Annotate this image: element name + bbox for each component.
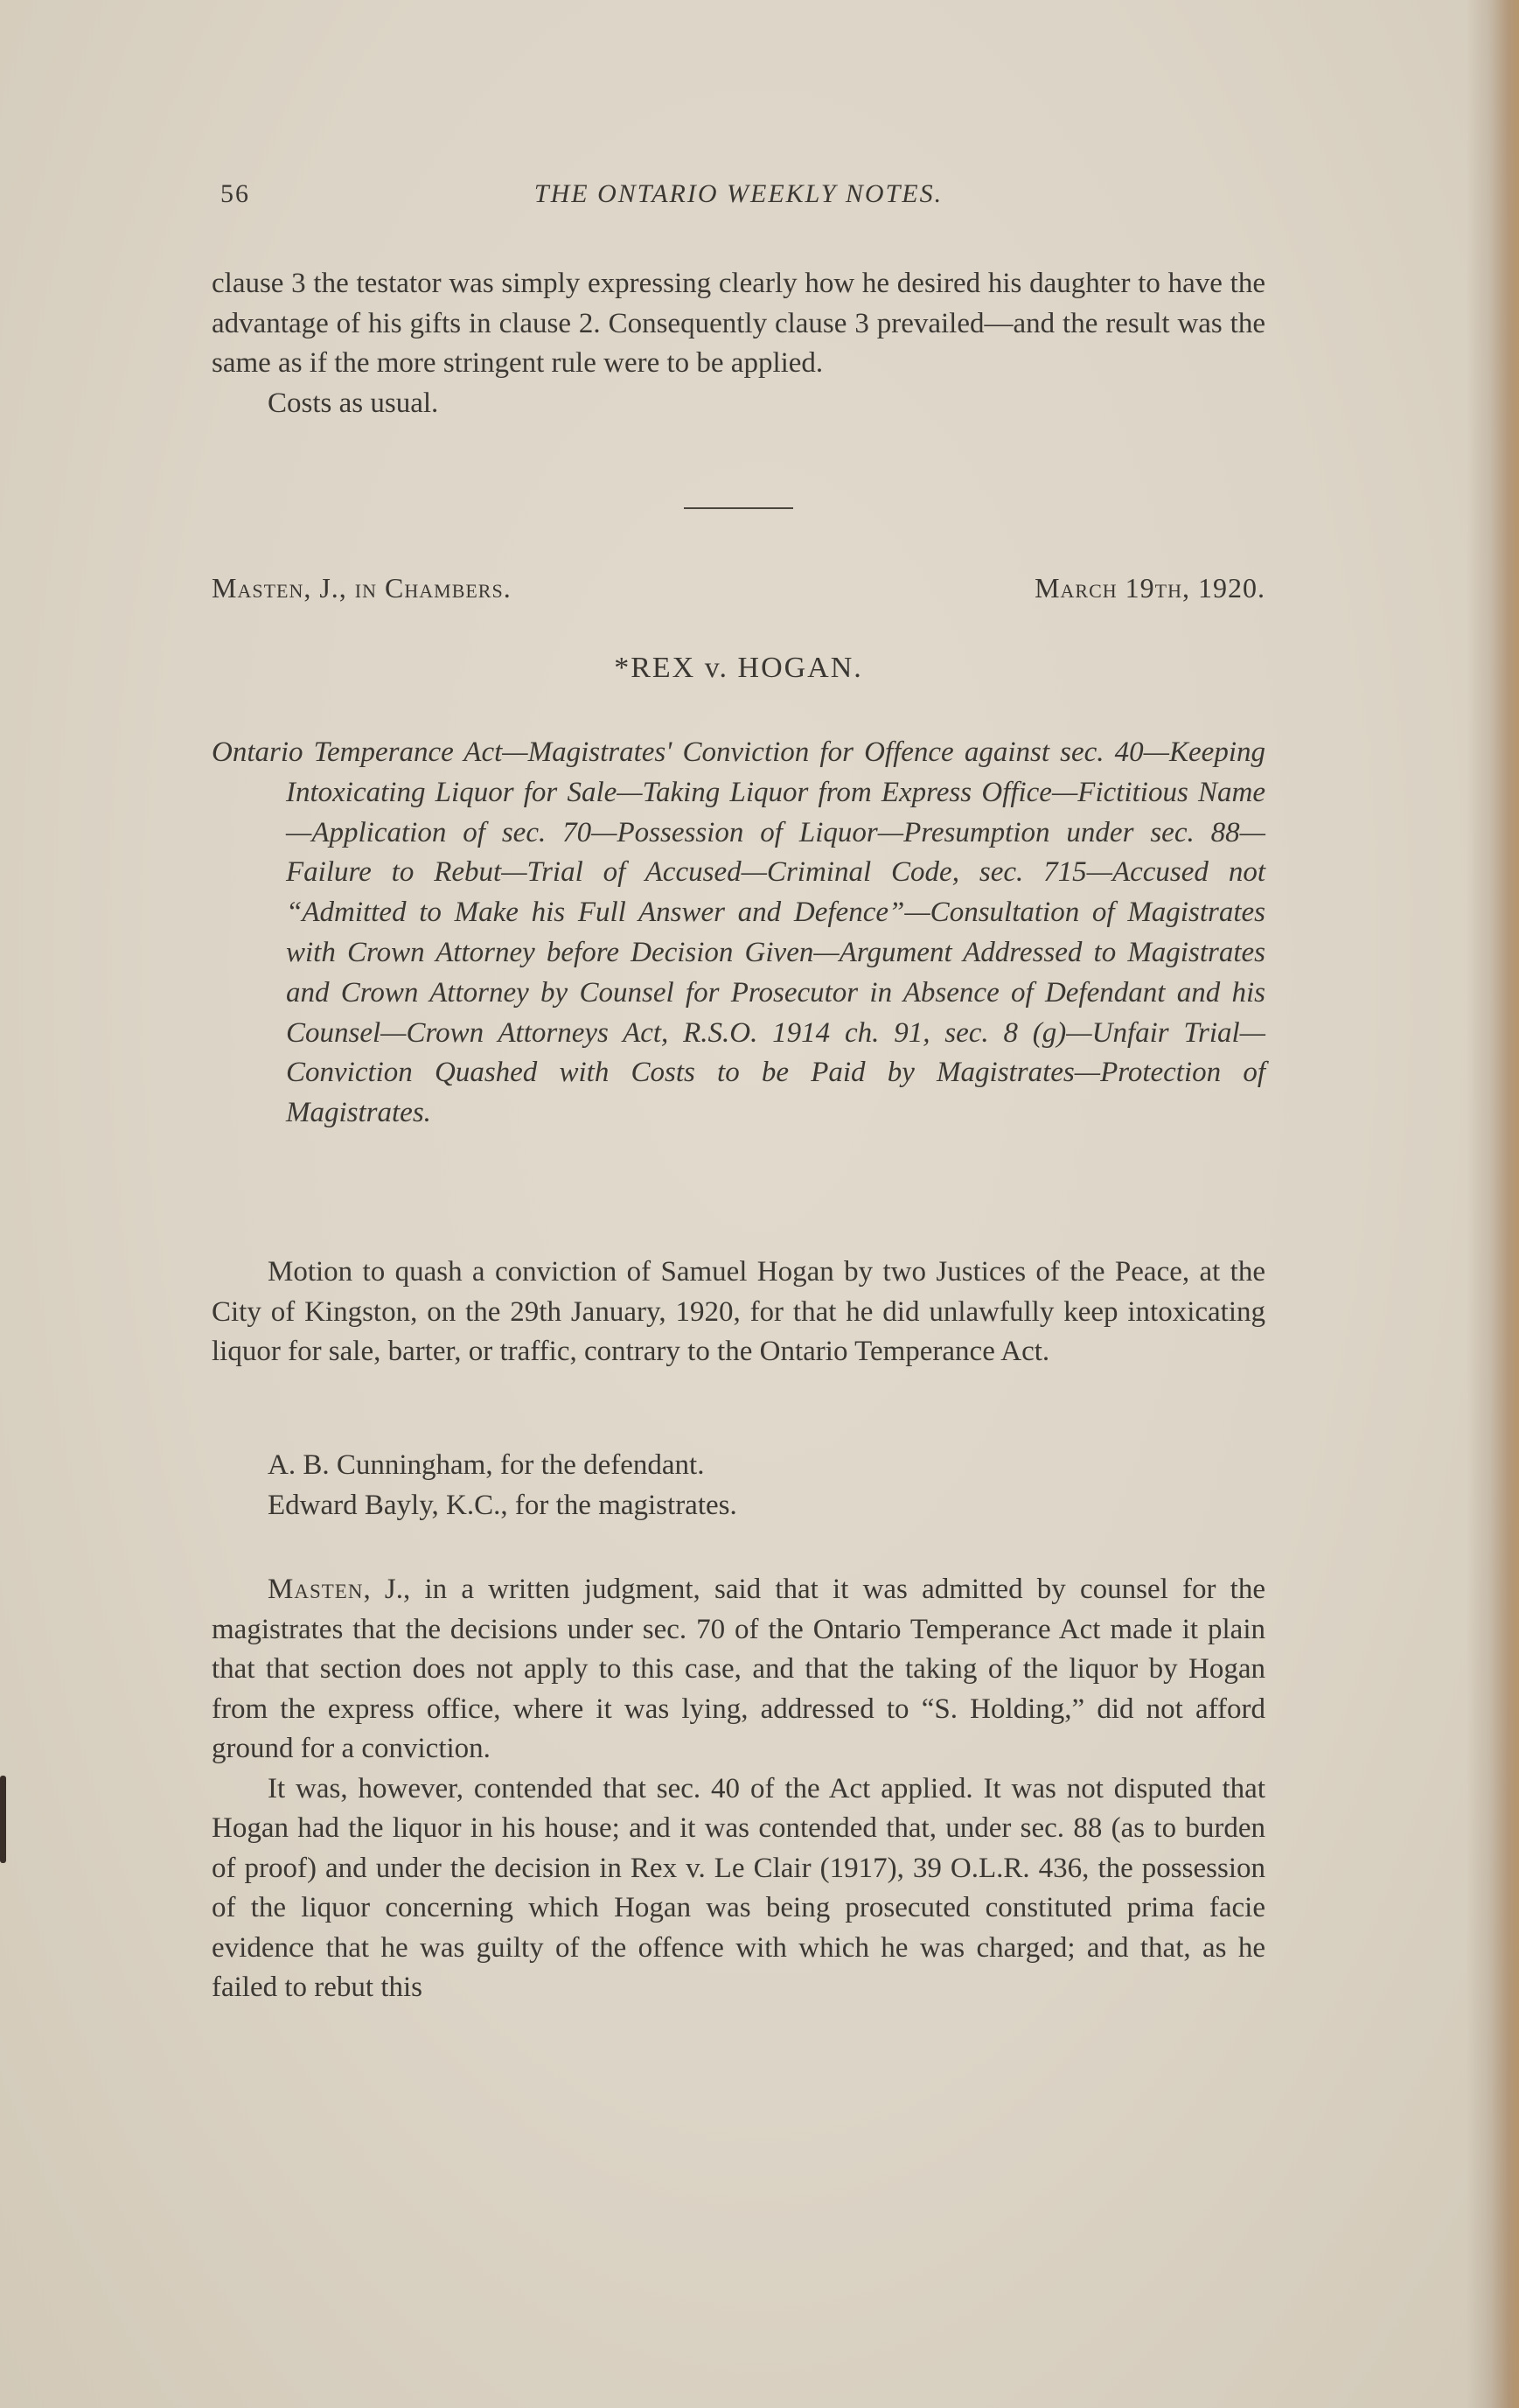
decision-date: March 19th, 1920. [1035, 572, 1265, 604]
section-divider [684, 507, 793, 509]
court-line [212, 572, 1265, 616]
case-title: *REX v. HOGAN. [614, 652, 863, 684]
page-gutter-shadow [1467, 0, 1519, 2408]
motion-section [212, 1253, 1265, 1372]
judgment-paragraph-2: It was, however, contended that sec. 40 of the Act applied. It was not disputed that Hogan had the liquor in his house; and it was contended that, under sec. 88 (as to burden of proof) and under the decision in Rex v. Le Clair (1917), 39 O.L.R. 436, the possession of the liquor concerning which Hogan was being prosecuted constituted prima facie evidence that he was guilty of the offence with which he was charged; and that, as he failed to rebut this [212, 1772, 1265, 2003]
judgment-paragraph-1 [212, 1570, 1265, 1769]
judge-name: Masten [268, 1574, 364, 1605]
page-edge-mark [0, 1776, 6, 1863]
judgment-paragraph-1-text: , J., in a written judgment, said that it was admitted by counsel for the magistrates that the decisions under sec. 70 of the Ontario Temperance Act made it plain that that section does not apply to this case, and that the taking of the liquor by Hogan from the express office, where it was lying, addressed to “S. Holding,” did not afford ground for a conviction. [212, 1574, 1265, 1764]
opening-paragraph: clause 3 the testator was simply expressing clearly how he desired his daughter to have the advantage of his gifts in clause 2. Consequently clause 3 prevailed—and the result was the same as if the more stringent rule were to be applied. [212, 268, 1265, 379]
motion-paragraph: Motion to quash a conviction of Samuel Hogan by two Justices of the Peace, at the City of Kingston, on the 29th January, 1920, for that he did unlawfully keep intoxicating liquor for sale, barter, or traffic, contrary to the Ontario Temperance Act. [212, 1256, 1265, 1367]
judgment-section [212, 1570, 1265, 2008]
costs-paragraph: Costs as usual. [268, 387, 439, 419]
journal-title: THE ONTARIO WEEKLY NOTES. [533, 179, 944, 208]
opening-section [212, 264, 1265, 423]
court-name: Masten, J., in Chambers. [212, 572, 512, 604]
counsel-magistrates: Edward Bayly, K.C., for the magistrates. [268, 1490, 737, 1521]
counsel-list [268, 1445, 1265, 1525]
counsel-defendant: A. B. Cunningham, for the defendant. [268, 1449, 705, 1481]
headnote: Ontario Temperance Act—Magistrates' Conviction for Offence against sec. 40—Keeping Intoxicating Liquor for Sale—Taking Liquor from Express Office—Fictitious Name—Application of sec. 70—Possession of Liquor—Presumption under sec. 88—Failure to Rebut—Trial of Accused—Criminal Code, sec. 715—Accused not “Admitted to Make his Full Answer and Defence”—Consultation of Magistrates with Crown Attorney before Decision Given—Argument Addressed to Magistrates and Crown Attorney by Counsel for Prosecutor in Absence of Defendant and his Counsel—Crown Attorneys Act, R.S.O. 1914 ch. 91, sec. 8 (g)—Unfair Trial—Conviction Quashed with Costs to be Paid by Magistrates—Protection of Magistrates. [212, 736, 1265, 1129]
page-number: 56 [220, 179, 250, 208]
running-head [212, 179, 1265, 223]
